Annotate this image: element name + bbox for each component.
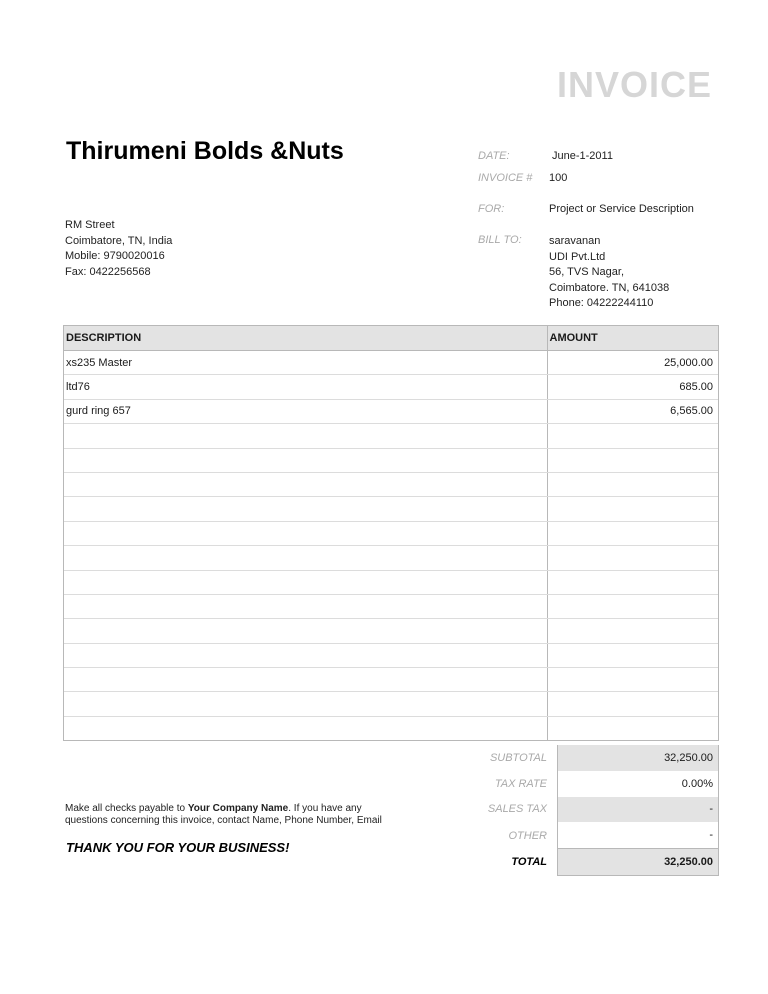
other-row: [460, 822, 719, 848]
address-line: RM Street: [65, 219, 115, 231]
note-suffix: . If you have any questions concerning this invoice, contact Name, Phone Number, Email: [65, 803, 382, 826]
bill-to-line: 56, TVS Nagar,: [549, 266, 625, 278]
item-description: [64, 692, 547, 716]
line-items-table: [63, 325, 719, 741]
subtotal-label: SUBTOTAL: [489, 751, 547, 764]
item-description: [64, 424, 547, 448]
item-description: ltd76: [64, 375, 547, 399]
bill-to-line: Phone: 04222244110: [549, 297, 654, 309]
table-row: [64, 668, 718, 692]
date-label: DATE:: [478, 150, 510, 162]
bill-to-line: Coimbatore. TN, 641038: [549, 281, 670, 294]
totals-block: [460, 745, 719, 876]
item-amount: [547, 594, 718, 618]
company-address: [65, 218, 172, 280]
item-description: xs235 Master: [64, 351, 547, 375]
item-description: [64, 570, 547, 594]
amount-column-header: AMOUNT: [547, 326, 718, 351]
item-amount: 6,565.00: [547, 399, 718, 423]
other-label: OTHER: [508, 829, 547, 842]
table-row: [64, 448, 718, 472]
item-amount: 685.00: [547, 375, 718, 399]
tax-rate-value: 0.00%: [558, 771, 719, 797]
note-prefix: Make all checks payable to: [65, 803, 188, 814]
date-value: June-1-2011: [552, 150, 613, 162]
item-amount: [547, 521, 718, 545]
description-column-header: DESCRIPTION: [64, 326, 547, 351]
table-row: [64, 716, 718, 740]
note-company: Your Company Name: [187, 803, 289, 814]
table-row: [64, 594, 718, 618]
item-amount: 25,000.00: [547, 351, 718, 375]
table-row: [64, 546, 718, 570]
total-value: 32,250.00: [558, 849, 719, 876]
table-row: [64, 521, 718, 545]
tax-rate-label: TAX RATE: [494, 777, 547, 790]
address-line: Mobile: 9790020016: [65, 250, 165, 262]
invoice-number-value: 100: [549, 172, 568, 184]
for-value: Project or Service Description: [549, 203, 694, 215]
item-amount: [547, 497, 718, 521]
total-row: [460, 849, 719, 876]
item-description: [64, 497, 547, 521]
bill-to-address: [549, 234, 669, 312]
other-value: -: [558, 822, 719, 848]
bill-to-label: BILL TO:: [478, 234, 522, 246]
table-row: [64, 375, 718, 399]
table-row: [64, 424, 718, 448]
table-row: [64, 570, 718, 594]
table-header-row: [64, 326, 718, 351]
table-row: [64, 351, 718, 375]
sales-tax-value: -: [558, 797, 719, 823]
table-row: [64, 399, 718, 423]
address-line: Fax: 0422256568: [65, 265, 151, 278]
address-line: Coimbatore, TN, India: [65, 234, 173, 247]
table-row: [64, 692, 718, 716]
item-description: [64, 643, 547, 667]
item-description: gurd ring 657: [64, 399, 547, 423]
item-description: [64, 472, 547, 496]
item-amount: [547, 472, 718, 496]
item-description: [64, 619, 547, 643]
item-amount: [547, 546, 718, 570]
item-amount: [547, 448, 718, 472]
item-amount: [547, 643, 718, 667]
item-amount: [547, 716, 718, 740]
item-description: [64, 521, 547, 545]
company-name: Thirumeni Bolds &Nuts: [66, 137, 344, 165]
total-label: TOTAL: [511, 856, 547, 869]
item-amount: [547, 570, 718, 594]
invoice-number-label: INVOICE #: [478, 172, 533, 184]
tax-rate-row: [460, 771, 719, 797]
subtotal-row: [460, 745, 719, 771]
subtotal-value: 32,250.00: [558, 745, 719, 771]
sales-tax-label: SALES TAX: [487, 803, 547, 816]
table-row: [64, 619, 718, 643]
item-amount: [547, 668, 718, 692]
table-row: [64, 472, 718, 496]
table-row: [64, 643, 718, 667]
item-amount: [547, 692, 718, 716]
item-description: [64, 448, 547, 472]
bill-to-line: saravanan: [549, 235, 601, 247]
thank-you-message: THANK YOU FOR YOUR BUSINESS!: [66, 840, 290, 855]
sales-tax-row: [460, 797, 719, 823]
bill-to-line: UDI Pvt.Ltd: [549, 250, 606, 263]
payment-note: [65, 803, 405, 826]
for-label: FOR:: [478, 203, 505, 215]
item-amount: [547, 619, 718, 643]
table-row: [64, 497, 718, 521]
item-description: [64, 594, 547, 618]
item-description: [64, 716, 547, 740]
item-description: [64, 546, 547, 570]
item-description: [64, 668, 547, 692]
invoice-heading: INVOICE: [556, 64, 712, 105]
item-amount: [547, 424, 718, 448]
